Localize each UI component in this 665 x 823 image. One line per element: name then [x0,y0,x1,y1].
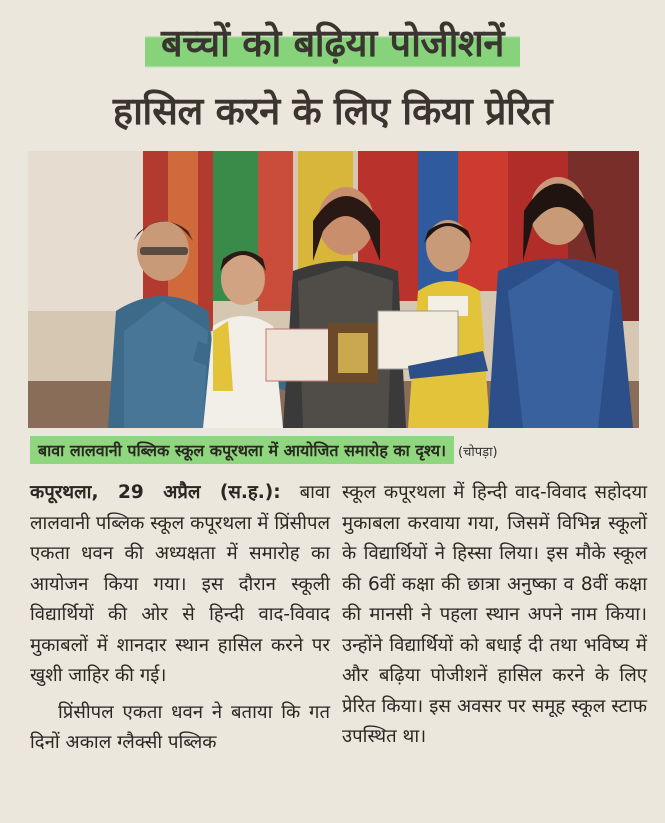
article-column-left [30,478,330,759]
article-paragraph-3: स्कूल कपूरथला में हिन्दी वाद-विवाद सहोदया मुकाबला करवाया गया, जिसमें विभिन्न स्कूलों के विद्यार्थियों ने हिस्सा लिया। इस मौके स्कूल की 6वीं कक्षा की छात्रा अनुष्का व 8वीं कक्षा की मानसी ने पहला स्थान अपने नाम किया। उन्होंने विद्यार्थियों को बधाई दी तथा भविष्य में और बढ़िया पोजीशनें हासिल करने के लिए प्रेरित किया। इस अवसर पर समूह स्कूल स्टाफ उपस्थित था। [342,482,647,747]
event-photo-illustration [28,151,639,428]
article-paragraph-2: प्रिंसीपल एकता धवन ने बताया कि गत दिनों अकाल ग्लैक्सी पब्लिक [30,701,330,753]
article-paragraph-1 [30,478,330,692]
article-paragraph-1-text: बावा लालवानी पब्लिक स्कूल कपूरथला में प्रिंसीपल एकता धवन की अध्यक्षता में समारोह का आयोजन किया गया। इस दौरान स्कूली विद्यार्थियों की ओर से हिन्दी वाद-विवाद मुकाबलों में शानदार स्थान हासिल करने पर खुशी जाहिर की गई। [30,482,331,686]
photo-credit: (चोपड़ा) [458,445,498,460]
headline-line-1 [14,14,651,74]
article-column-right [342,478,647,753]
headline-line-2-text: हासिल करने के लिए किया प्रेरित [112,89,553,133]
headline-line-2 [14,84,651,136]
photo-caption [30,436,650,464]
photo-caption-text: बावा लालवानी पब्लिक स्कूल कपूरथला में आयोजित समारोह का दृश्य। [30,436,454,464]
article-dateline: कपूरथला, 29 अप्रैल (स.ह.): [30,482,281,503]
event-photo [28,151,639,428]
headline-line-1-text: बच्चों को बढ़िया पोजीशनें [145,14,520,74]
